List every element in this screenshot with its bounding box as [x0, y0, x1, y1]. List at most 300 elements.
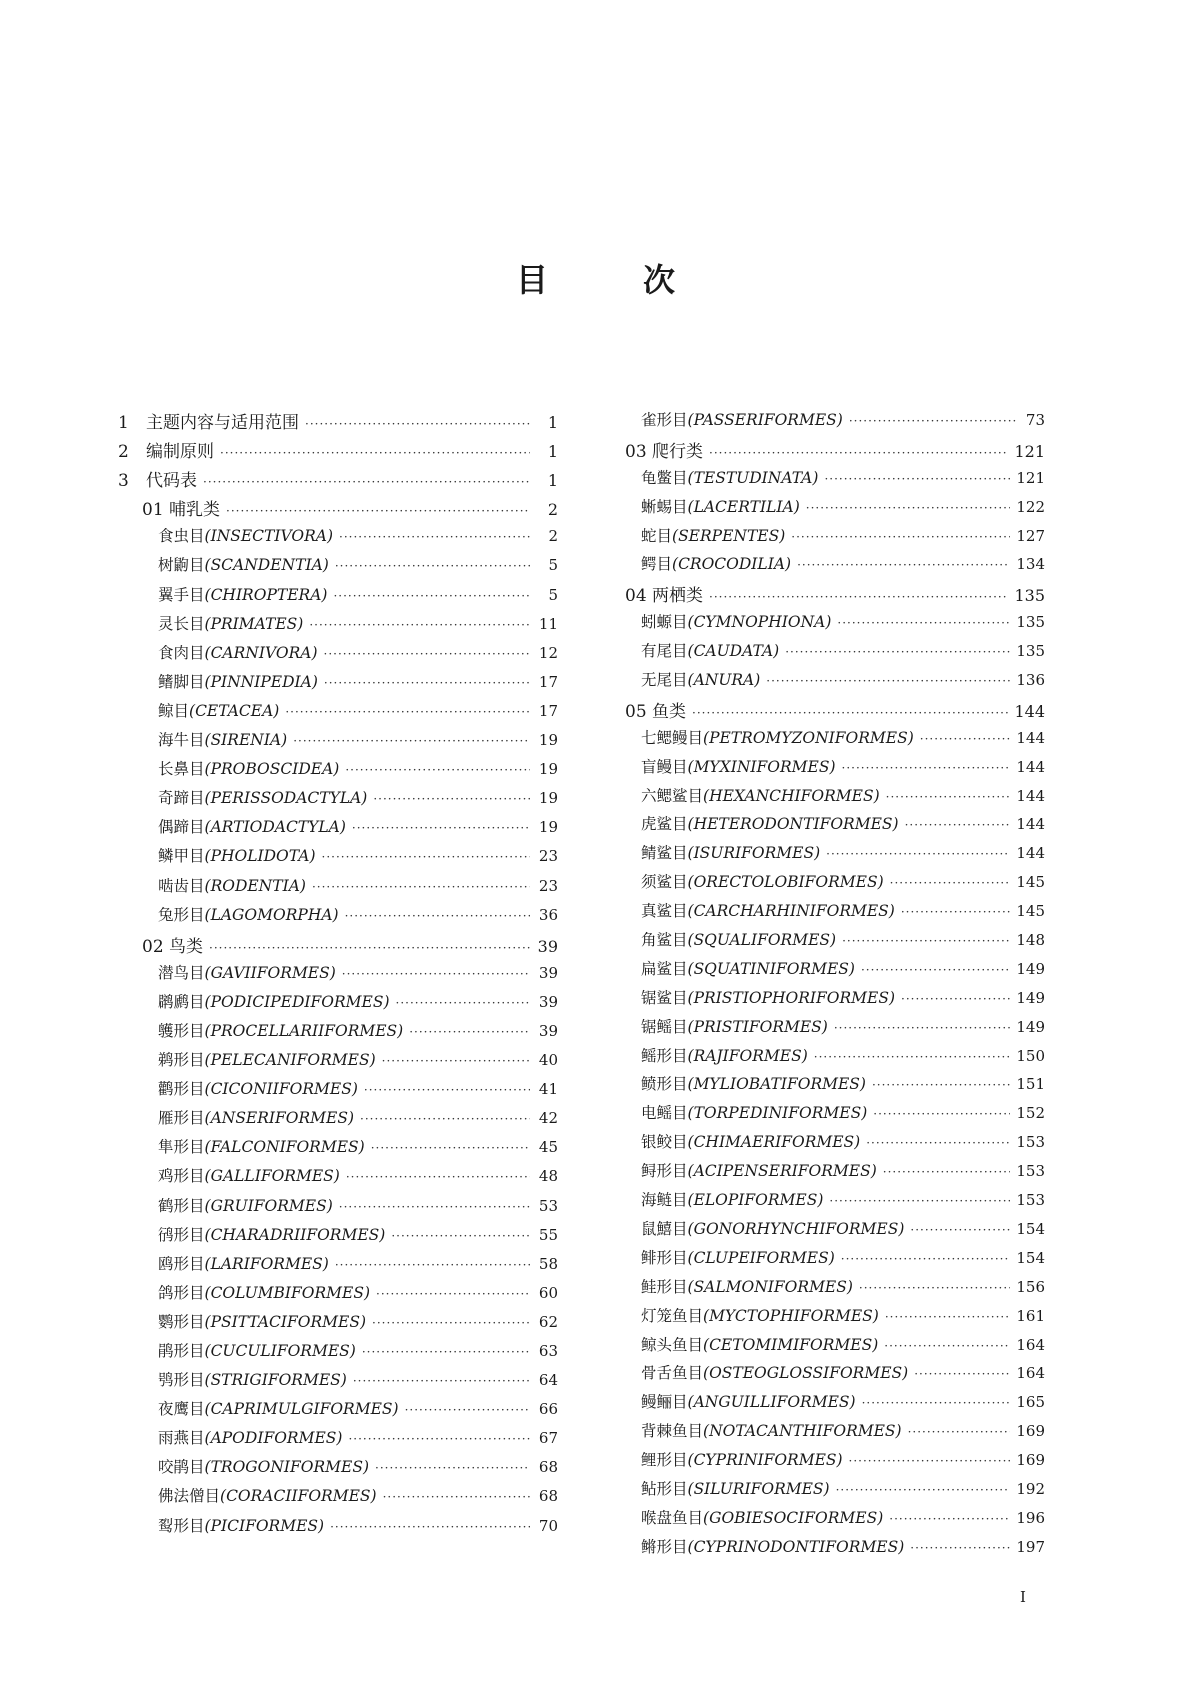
toc-entry-page: 5 — [548, 556, 558, 575]
toc-leader-dots — [324, 676, 530, 690]
toc-leader-dots — [785, 645, 1010, 659]
toc-entry-title: 电鳐目 — [641, 1104, 688, 1123]
toc-leader-dots — [841, 1252, 1011, 1266]
toc-entry[interactable] — [118, 1223, 558, 1252]
toc-entry-number: 3 — [118, 471, 129, 492]
toc-entry[interactable] — [625, 524, 1045, 553]
toc-entry-title: 代码表 — [146, 471, 197, 492]
toc-entry-title: 雀形目 — [641, 411, 688, 429]
toc-leader-dots — [910, 1541, 1010, 1555]
toc-leader-dots — [345, 763, 530, 777]
toc-entry-page: 161 — [1016, 1306, 1045, 1325]
toc-entry[interactable] — [625, 1448, 1045, 1477]
toc-entry-latin-name: (PHOLIDOTA) — [204, 847, 316, 866]
toc-entry-latin-name: (PROCELLARIIFORMES) — [204, 1021, 404, 1040]
toc-entry[interactable] — [118, 1019, 558, 1048]
toc-leader-dots — [692, 706, 1008, 720]
toc-entry-title: 鲭鲨目 — [641, 844, 688, 863]
toc-entry-page: 144 — [1016, 844, 1045, 863]
toc-entry-latin-name: (SALMONIFORMES) — [687, 1277, 853, 1296]
toc-entry-title: 鹤形目 — [158, 1196, 205, 1215]
toc-leader-dots — [293, 734, 530, 748]
toc-entry-latin-name: (LACERTILIA) — [687, 497, 800, 516]
toc-entry-page: 60 — [538, 1283, 558, 1302]
toc-entry[interactable] — [625, 1333, 1045, 1362]
toc-leader-dots — [709, 446, 1008, 460]
toc-entry-latin-name: (CARNIVORA) — [204, 643, 318, 662]
toc-entry-page: 17 — [538, 672, 558, 691]
toc-leader-dots — [375, 1461, 530, 1475]
toc-entry-title: 真鲨目 — [641, 902, 688, 921]
toc-leader-dots — [826, 847, 1010, 861]
toc-entry[interactable] — [625, 639, 1045, 668]
toc-entry-latin-name: (SILURIFORMES) — [687, 1479, 830, 1498]
toc-entry-latin-name: (CAUDATA) — [687, 642, 780, 661]
toc-entry[interactable] — [118, 1135, 558, 1164]
toc-entry[interactable] — [625, 1101, 1045, 1130]
toc-entry-title: 七鳃鳗目 — [641, 728, 704, 747]
toc-leader-dots — [901, 992, 1010, 1006]
toc-entry-title: 鲑形目 — [641, 1277, 688, 1296]
toc-entry-title: 咬鹃目 — [158, 1458, 205, 1477]
toc-entry-latin-name: (PROBOSCIDEA) — [204, 760, 340, 779]
toc-entry-page: 196 — [1016, 1508, 1045, 1527]
toc-leader-dots — [324, 647, 530, 661]
toc-entry-page: 121 — [1014, 441, 1045, 461]
toc-entry-page: 151 — [1016, 1075, 1045, 1094]
toc-leader-dots — [203, 475, 530, 489]
toc-leader-dots — [884, 1339, 1010, 1353]
toc-leader-dots — [342, 967, 530, 981]
toc-entry-latin-name: (SERPENTES) — [672, 526, 786, 545]
toc-entry-page: 23 — [538, 876, 558, 895]
toc-entry[interactable] — [118, 1310, 558, 1339]
toc-entry[interactable] — [625, 1159, 1045, 1188]
toc-entry-title: 海牛目 — [158, 731, 205, 750]
toc-entry[interactable] — [118, 757, 558, 786]
toc-entry-title: 鼠鱚目 — [641, 1219, 688, 1238]
toc-entry[interactable] — [625, 1477, 1045, 1506]
toc-entry-title: 食肉目 — [158, 643, 205, 662]
toc-entry[interactable] — [625, 697, 1045, 726]
toc-entry[interactable] — [118, 1426, 558, 1455]
toc-entry-page: 40 — [538, 1051, 558, 1070]
toc-leader-dots — [824, 472, 1010, 486]
toc-entry-title: 鳍脚目 — [158, 672, 205, 691]
toc-entry[interactable] — [118, 1164, 558, 1193]
toc-leader-dots — [409, 1025, 530, 1039]
toc-entry-title: 无尾目 — [641, 671, 688, 690]
toc-entry[interactable] — [118, 1514, 558, 1543]
toc-entry-title: 长鼻目 — [158, 760, 205, 779]
toc-entry-title: 灯笼鱼目 — [641, 1306, 704, 1325]
toc-leader-dots — [861, 963, 1010, 977]
toc-entry[interactable] — [118, 786, 558, 815]
toc-leader-dots — [362, 1345, 530, 1359]
toc-entry-title: 鲸头鱼目 — [641, 1335, 704, 1354]
toc-entry-title: 雨燕目 — [158, 1429, 205, 1448]
toc-leader-dots — [364, 1083, 530, 1097]
toc-entry-title: 鸻形目 — [158, 1225, 205, 1244]
toc-entry-title: 背棘鱼目 — [641, 1422, 704, 1441]
toc-entry-latin-name: (CLUPEIFORMES) — [687, 1248, 835, 1267]
toc-entry[interactable] — [625, 1275, 1045, 1304]
title-char-2: 次 — [643, 261, 676, 299]
toc-entry-page: 136 — [1016, 671, 1045, 690]
toc-entry-latin-name: (PETROMYZONIFORMES) — [703, 728, 914, 747]
toc-entry[interactable] — [625, 870, 1045, 899]
toc-entry[interactable] — [625, 1072, 1045, 1101]
toc-entry-title: 兔形目 — [158, 905, 205, 924]
toc-entry[interactable] — [625, 668, 1045, 697]
toc-entry[interactable] — [625, 1044, 1045, 1073]
toc-entry-title: 鹳形目 — [158, 1080, 205, 1099]
toc-entry-latin-name: (PRIMATES) — [204, 614, 304, 633]
toc-leader-dots — [866, 1136, 1010, 1150]
toc-entry[interactable] — [118, 1106, 558, 1135]
toc-entry-latin-name: (GOBIESOCIFORMES) — [703, 1508, 884, 1527]
toc-entry[interactable] — [625, 957, 1045, 986]
toc-entry[interactable] — [118, 1368, 558, 1397]
toc-entry-latin-name: (ACIPENSERIFORMES) — [687, 1162, 877, 1181]
toc-entry-page: 73 — [1025, 411, 1045, 429]
toc-entry-latin-name: (PODICIPEDIFORMES) — [204, 992, 390, 1011]
toc-entry-page: 11 — [538, 614, 558, 633]
toc-entry-title: 骨舌鱼目 — [641, 1364, 704, 1383]
toc-entry-title: 隼形目 — [158, 1138, 205, 1157]
toc-entry[interactable] — [625, 1130, 1045, 1159]
toc-entry-latin-name: (SQUATINIFORMES) — [687, 959, 855, 978]
toc-entry-latin-name: (LAGOMORPHA) — [204, 905, 339, 924]
toc-entry[interactable] — [118, 466, 558, 495]
toc-entry[interactable] — [118, 728, 558, 757]
toc-leader-dots — [330, 1520, 530, 1534]
toc-entry-latin-name: (CETACEA) — [189, 701, 280, 720]
toc-entry[interactable] — [118, 1484, 558, 1513]
toc-entry-page: 17 — [538, 701, 558, 720]
toc-leader-dots — [883, 1165, 1011, 1179]
toc-leader-dots — [806, 501, 1011, 515]
toc-entry-title: 虎鲨目 — [641, 815, 688, 834]
toc-leader-dots — [837, 616, 1010, 630]
toc-entry-title: 编制原则 — [146, 442, 214, 463]
toc-entry[interactable] — [625, 755, 1045, 784]
toc-entry-page: 122 — [1016, 497, 1045, 516]
toc-entry-title: 鳞甲目 — [158, 847, 205, 866]
toc-entry-latin-name: (COLUMBIFORMES) — [204, 1283, 371, 1302]
toc-leader-dots — [766, 674, 1010, 688]
toc-entry-page: 12 — [538, 643, 558, 662]
toc-entry-latin-name: (LARIFORMES) — [204, 1254, 329, 1273]
toc-entry-title: 鹦形目 — [158, 1312, 205, 1331]
toc-entry-title: 主题内容与适用范围 — [146, 413, 299, 433]
toc-entry-title: 鹃形目 — [158, 1342, 205, 1360]
toc-entry[interactable] — [118, 990, 558, 1019]
toc-entry[interactable] — [625, 899, 1045, 928]
toc-entry-latin-name: (ARTIODACTYLA) — [204, 818, 346, 837]
toc-entry[interactable] — [625, 1304, 1045, 1333]
toc-entry-page: 2 — [548, 527, 558, 546]
toc-entry-latin-name: (SQUALIFORMES) — [687, 931, 837, 950]
toc-entry[interactable] — [118, 583, 558, 612]
toc-leader-dots — [886, 790, 1011, 804]
toc-entry[interactable] — [625, 986, 1045, 1015]
toc-entry[interactable] — [118, 874, 558, 903]
toc-entry-page: 169 — [1016, 1451, 1045, 1470]
toc-entry-latin-name: (ANGUILLIFORMES) — [687, 1393, 856, 1412]
toc-entry[interactable] — [118, 1397, 558, 1426]
toc-entry-page: 153 — [1016, 1191, 1045, 1210]
toc-entry[interactable] — [625, 841, 1045, 870]
toc-entry-latin-name: (HEXANCHIFORMES) — [703, 786, 880, 805]
toc-entry-title: 奇蹄目 — [158, 789, 205, 808]
toc-leader-dots — [920, 732, 1011, 746]
toc-entry-title: 鸽形目 — [158, 1283, 205, 1302]
toc-entry-page: 145 — [1016, 873, 1045, 892]
toc-entry-latin-name: (APODIFORMES) — [204, 1429, 343, 1448]
toc-entry-title: 锯鳐目 — [641, 1017, 688, 1036]
toc-leader-dots — [836, 1483, 1011, 1497]
toc-entry[interactable] — [625, 726, 1045, 755]
toc-entry-latin-name: (NOTACANTHIFORMES) — [703, 1422, 902, 1441]
toc-entry-title: 鲸目 — [158, 701, 190, 720]
toc-entry-page: 144 — [1016, 786, 1045, 805]
toc-entry-page: 39 — [538, 992, 558, 1011]
toc-entry-title: 鲱形目 — [641, 1248, 688, 1267]
toc-leader-dots — [842, 761, 1011, 775]
toc-entry-page: 48 — [538, 1167, 558, 1186]
toc-entry[interactable] — [625, 581, 1045, 610]
toc-entry[interactable] — [625, 495, 1045, 524]
toc-entry[interactable] — [118, 437, 558, 466]
toc-entry-page: 153 — [1016, 1162, 1045, 1181]
toc-entry-title: 海鲢目 — [641, 1191, 688, 1210]
toc-entry-page: 149 — [1016, 959, 1045, 978]
toc-entry[interactable] — [625, 1217, 1045, 1246]
toc-entry-latin-name: (ORECTOLOBIFORMES) — [687, 873, 884, 892]
toc-entry-page: 148 — [1016, 931, 1045, 950]
toc-entry[interactable] — [625, 1535, 1045, 1564]
toc-entry[interactable] — [118, 495, 558, 524]
toc-entry[interactable] — [118, 1339, 558, 1368]
toc-leader-dots — [285, 705, 530, 719]
toc-entry-latin-name: (CROCODILIA) — [672, 555, 792, 574]
toc-entry[interactable] — [118, 1252, 558, 1281]
toc-entry-title: 食虫目 — [158, 527, 205, 546]
toc-entry[interactable] — [625, 812, 1045, 841]
toc-leader-dots — [309, 618, 530, 632]
toc-entry[interactable] — [625, 437, 1045, 466]
toc-leader-dots — [901, 905, 1011, 919]
toc-entry[interactable] — [625, 928, 1045, 957]
toc-leader-dots — [849, 414, 1017, 428]
toc-entry-latin-name: (GRUIFORMES) — [204, 1196, 333, 1215]
toc-entry-latin-name: (CHARADRIIFORMES) — [204, 1225, 386, 1244]
toc-leader-dots — [842, 934, 1010, 948]
toc-entry-page: 145 — [1016, 902, 1045, 921]
toc-entry-latin-name: (ISURIFORMES) — [687, 844, 821, 863]
toc-entry[interactable] — [118, 815, 558, 844]
toc-entry-latin-name: (TORPEDINIFORMES) — [687, 1104, 868, 1123]
toc-entry[interactable] — [118, 1077, 558, 1106]
toc-entry-title: 䴕形目 — [158, 1516, 205, 1535]
toc-leader-dots — [345, 909, 530, 923]
toc-entry-page: 36 — [538, 905, 558, 924]
toc-entry-page: 45 — [538, 1138, 558, 1157]
toc-entry-page: 153 — [1016, 1133, 1045, 1152]
toc-entry-title: 蛇目 — [641, 526, 673, 545]
toc-entry[interactable] — [625, 552, 1045, 581]
toc-entry[interactable] — [118, 1455, 558, 1484]
toc-entry[interactable] — [118, 961, 558, 990]
toc-entry[interactable] — [625, 1390, 1045, 1419]
toc-leader-dots — [312, 880, 530, 894]
toc-entry-title: 树鼩目 — [158, 556, 205, 575]
toc-entry-page: 1 — [547, 442, 558, 462]
toc-entry-latin-name: (PERISSODACTYLA) — [204, 789, 368, 808]
toc-entry-page: 135 — [1016, 642, 1045, 661]
toc-entry-page: 64 — [538, 1371, 558, 1390]
toc-entry-title: 龟鳖目 — [641, 468, 688, 487]
toc-entry-title: 喉盘鱼目 — [641, 1508, 704, 1527]
toc-entry[interactable] — [118, 699, 558, 728]
toc-entry-page: 5 — [548, 585, 558, 604]
toc-entry-page: 144 — [1014, 701, 1045, 721]
toc-entry-latin-name: (RAJIFORMES) — [687, 1046, 808, 1065]
toc-entry[interactable] — [625, 784, 1045, 813]
toc-entry[interactable] — [625, 1188, 1045, 1217]
toc-leader-dots — [339, 1200, 530, 1214]
toc-entry[interactable] — [118, 408, 558, 437]
toc-leader-dots — [396, 996, 530, 1010]
toc-entry-page: 2 — [547, 500, 558, 520]
toc-entry-page: 58 — [538, 1254, 558, 1273]
toc-entry-title: 03 爬行类 — [625, 441, 704, 462]
toc-entry[interactable] — [625, 1015, 1045, 1044]
toc-entry-latin-name: (ELOPIFORMES) — [687, 1191, 824, 1210]
toc-entry-page: 149 — [1016, 1017, 1045, 1036]
toc-entry-page: 55 — [538, 1225, 558, 1244]
toc-entry[interactable] — [118, 524, 558, 553]
toc-entry-latin-name: (GONORHYNCHIFORMES) — [687, 1219, 905, 1238]
toc-entry-page: 62 — [538, 1312, 558, 1331]
toc-entry[interactable] — [118, 612, 558, 641]
toc-entry[interactable] — [625, 1361, 1045, 1390]
toc-leader-dots — [346, 1170, 530, 1184]
toc-entry-latin-name: (GALLIFORMES) — [204, 1167, 340, 1186]
toc-entry-title: 扁鲨目 — [641, 959, 688, 978]
toc-entry-page: 144 — [1016, 815, 1045, 834]
toc-leader-dots — [373, 792, 530, 806]
toc-leader-dots — [372, 1316, 530, 1330]
toc-entry-page: 164 — [1016, 1364, 1045, 1383]
toc-leader-dots — [339, 530, 530, 544]
toc-entry-latin-name: (CYPRINODONTIFORMES) — [687, 1537, 905, 1556]
toc-entry-latin-name: (SCANDENTIA) — [204, 556, 329, 575]
toc-entry-page: 154 — [1016, 1248, 1045, 1267]
toc-entry-latin-name: (STRIGIFORMES) — [204, 1371, 347, 1390]
toc-entry[interactable] — [118, 641, 558, 670]
toc-entry-page: 135 — [1016, 613, 1045, 632]
toc-entry[interactable] — [118, 1194, 558, 1223]
toc-entry[interactable] — [625, 408, 1045, 437]
toc-entry-latin-name: (MYLIOBATIFORMES) — [687, 1075, 866, 1094]
toc-leader-dots — [872, 1078, 1010, 1092]
toc-leader-dots — [305, 417, 530, 431]
toc-entry-title: 盲鳗目 — [641, 757, 688, 776]
toc-entry[interactable] — [625, 1419, 1045, 1448]
toc-leader-dots — [834, 1021, 1011, 1035]
toc-leader-dots — [371, 1141, 530, 1155]
toc-entry-latin-name: (INSECTIVORA) — [204, 527, 334, 546]
toc-leader-dots — [797, 558, 1010, 572]
toc-entry-page: 152 — [1016, 1104, 1045, 1123]
toc-entry[interactable] — [118, 553, 558, 582]
toc-entry-page: 169 — [1016, 1422, 1045, 1441]
toc-leader-dots — [353, 1374, 530, 1388]
toc-entry-page: 127 — [1016, 526, 1045, 545]
toc-entry[interactable] — [118, 932, 558, 961]
toc-entry-latin-name: (CORACIIFORMES) — [220, 1487, 377, 1506]
toc-entry-latin-name: (PASSERIFORMES) — [687, 411, 843, 429]
toc-entry-latin-name: (CHIMAERIFORMES) — [687, 1133, 861, 1152]
toc-entry-number: 1 — [118, 413, 129, 433]
toc-entry-page: 134 — [1016, 555, 1045, 574]
toc-entry-title: 鲤形目 — [641, 1451, 688, 1470]
toc-entry-title: 偶蹄目 — [158, 818, 205, 837]
toc-entry-title: 鳗鲡目 — [641, 1393, 688, 1412]
toc-entry-title: 鳉形目 — [641, 1537, 688, 1556]
toc-entry-page: 53 — [538, 1196, 558, 1215]
toc-leader-dots — [890, 876, 1011, 890]
toc-entry-latin-name: (ANSERIFORMES) — [204, 1109, 355, 1128]
toc-leader-dots — [873, 1107, 1010, 1121]
toc-leader-dots — [209, 941, 530, 955]
toc-entry[interactable] — [625, 466, 1045, 495]
toc-entry-latin-name: (CYMNOPHIONA) — [687, 613, 832, 632]
toc-entry-latin-name: (RODENTIA) — [204, 876, 306, 895]
toc-entry-page: 144 — [1016, 728, 1045, 747]
toc-entry-title: 鸮形目 — [158, 1371, 205, 1390]
toc-entry-latin-name: (CICONIIFORMES) — [204, 1080, 358, 1099]
toc-entry[interactable] — [118, 844, 558, 873]
toc-leader-dots — [908, 1425, 1011, 1439]
toc-leader-dots — [405, 1403, 530, 1417]
toc-entry-page: 66 — [538, 1400, 558, 1419]
toc-entry[interactable] — [625, 610, 1045, 639]
toc-entry[interactable] — [118, 670, 558, 699]
toc-entry[interactable] — [625, 1506, 1045, 1535]
toc-leader-dots — [905, 818, 1011, 832]
toc-entry-latin-name: (CARCHARHINIFORMES) — [687, 902, 895, 921]
toc-entry[interactable] — [118, 1281, 558, 1310]
toc-leader-dots — [382, 1054, 530, 1068]
toc-leader-dots — [910, 1223, 1010, 1237]
toc-entry-latin-name: (PICIFORMES) — [204, 1516, 325, 1535]
toc-leader-dots — [335, 559, 530, 573]
toc-left-column — [118, 408, 558, 1543]
toc-entry-title: 05 鱼类 — [625, 701, 687, 722]
toc-entry-latin-name: (PRISTIOPHORIFORMES) — [687, 988, 896, 1007]
toc-entry-title: 鸡形目 — [158, 1167, 205, 1186]
toc-entry-page: 67 — [538, 1429, 558, 1448]
toc-entry[interactable] — [118, 1048, 558, 1077]
toc-entry[interactable] — [625, 1246, 1045, 1275]
toc-entry-title: 角鲨目 — [641, 931, 688, 950]
toc-entry-page: 39 — [537, 936, 558, 956]
toc-leader-dots — [376, 1287, 530, 1301]
toc-entry[interactable] — [118, 903, 558, 932]
